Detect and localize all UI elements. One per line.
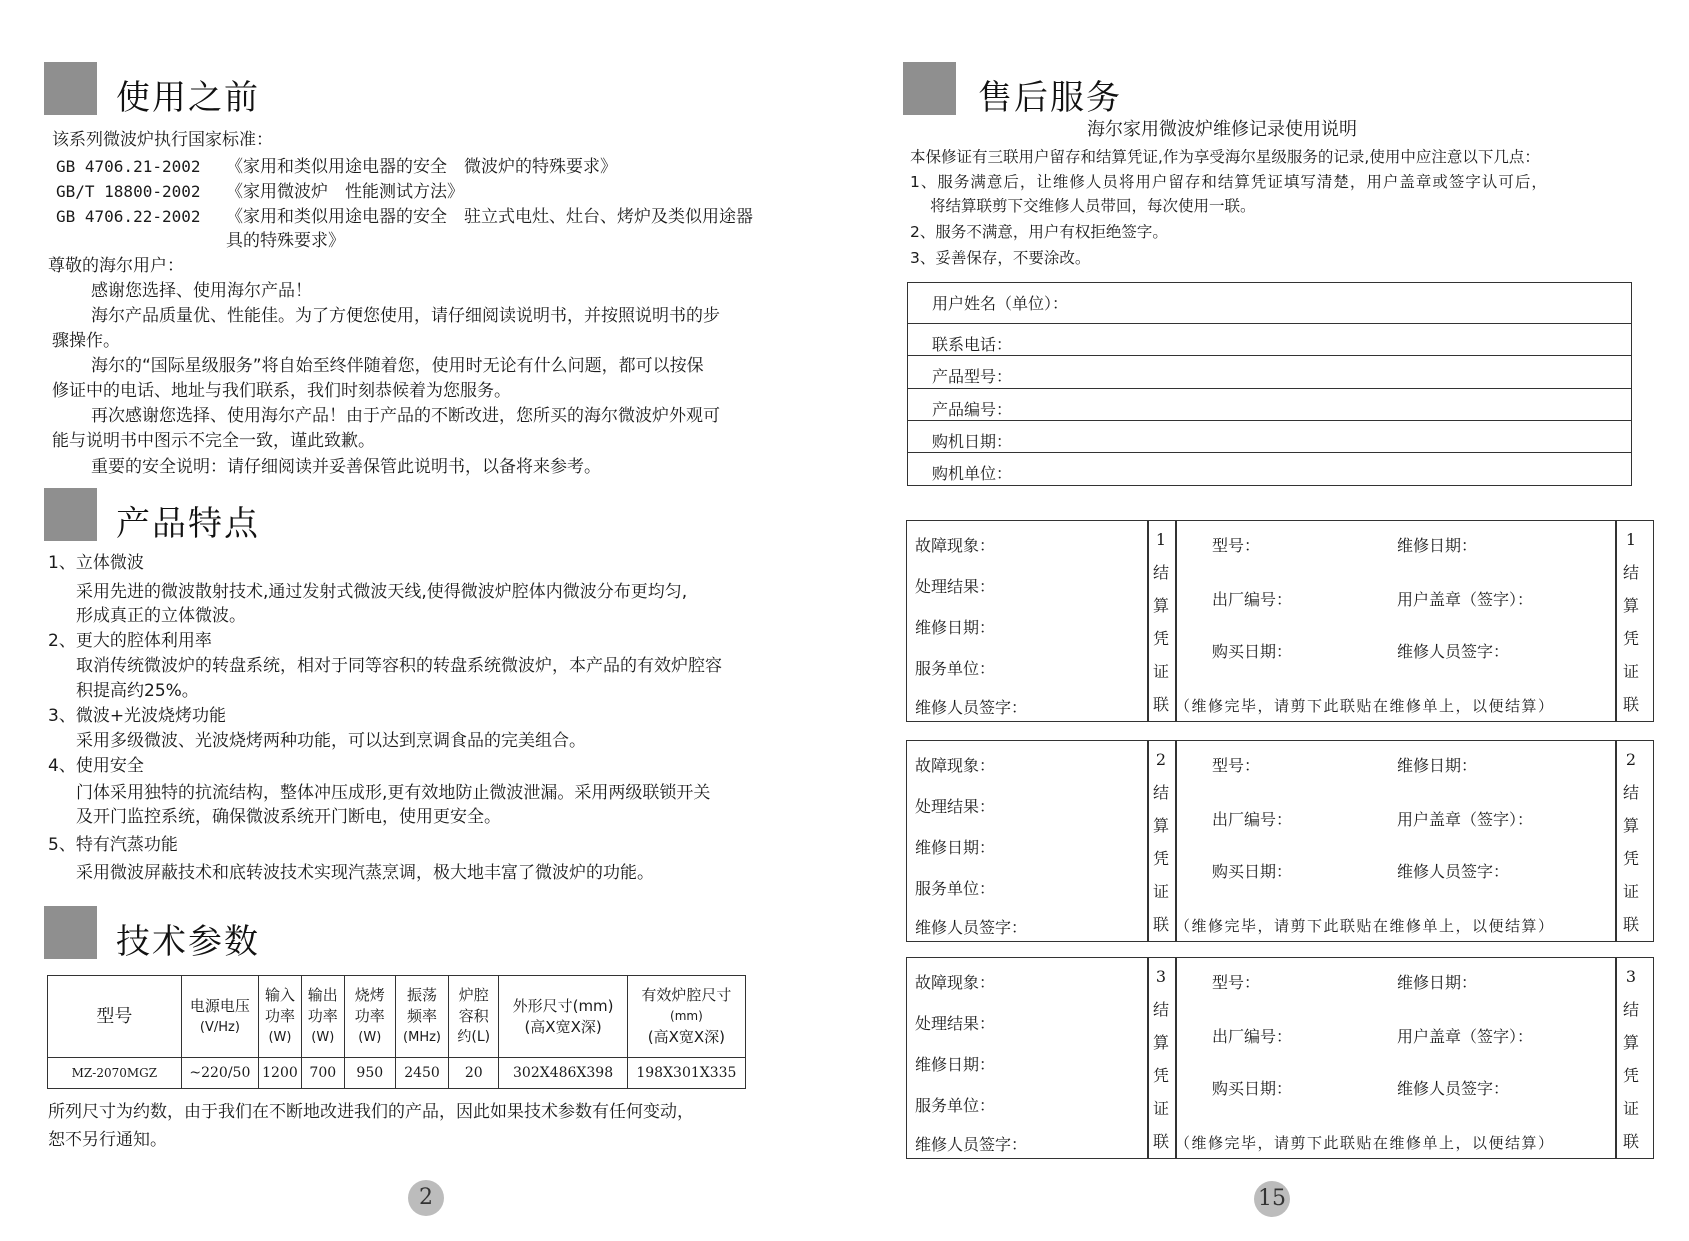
card-number: 2: [1625, 750, 1637, 769]
cell-output: 700: [301, 1058, 344, 1089]
cell-grill: 950: [344, 1058, 395, 1089]
result-label: 处理结果：: [915, 797, 996, 816]
stub-label-column: [1148, 523, 1174, 721]
cell-voltage: ~220/50: [181, 1058, 258, 1089]
greeting: 尊敬的海尔用户：: [48, 256, 184, 276]
form-field-user-name[interactable]: [908, 283, 1631, 324]
section-marker: [903, 62, 956, 115]
user-seal-label: 用户盖章（签字）：: [1397, 1027, 1534, 1046]
stub-char: 联: [1152, 915, 1169, 934]
paragraph: 感谢您选择、使用海尔产品！: [91, 281, 312, 301]
stub-label-column: [1148, 743, 1174, 941]
feature-text: 采用先进的微波散射技术,通过发射式微波天线,使得微波炉腔体内微波分布更均匀,: [76, 582, 688, 602]
stub-char: 联: [1152, 1132, 1169, 1151]
header-line: 容积: [458, 1007, 489, 1025]
divider: [1615, 741, 1617, 941]
standard-code: GB 4706.22-2002: [56, 207, 201, 226]
tech-sign-label: 维修人员签字：: [1397, 862, 1510, 881]
model-label: 型号：: [1212, 536, 1261, 555]
divider: [1615, 521, 1617, 721]
repair-date-label: 维修日期：: [1397, 536, 1478, 555]
feature-text: 积提高约25%。: [76, 681, 199, 701]
paragraph: 能与说明书中图示不完全一致，谨此致歉。: [52, 431, 375, 451]
service-point: 2、服务不满意，用户有权拒绝签字。: [910, 223, 1168, 241]
cell-model: MZ-2070MGZ: [48, 1058, 182, 1089]
customer-info-form: [907, 282, 1632, 486]
service-intro: 本保修证有三联用户留存和结算凭证,作为享受海尔星级服务的记录,使用中应注意以下几点：: [910, 148, 1540, 166]
serial-label: 出厂编号：: [1212, 590, 1293, 609]
stub-char: 结: [1622, 1000, 1639, 1019]
purchase-date-label: 购买日期：: [1212, 642, 1293, 661]
repair-date-label: 维修日期：: [915, 618, 996, 637]
standard-code: GB 4706.21-2002: [56, 157, 201, 176]
stub-char: 证: [1152, 1099, 1169, 1118]
header-unit: (W): [358, 1030, 382, 1045]
stub-char: 算: [1152, 1033, 1169, 1052]
cell-outer-size: 302X486X398: [499, 1058, 628, 1089]
stub-char: 凭: [1622, 849, 1639, 868]
repair-card: [906, 957, 1654, 1159]
stub-char: 凭: [1152, 1066, 1169, 1085]
stub-char: 结: [1152, 563, 1169, 582]
header-line: 功率: [264, 1007, 295, 1025]
stub-char: 凭: [1152, 849, 1169, 868]
repair-date-label: 维修日期：: [915, 1055, 996, 1074]
service-point: 3、妥善保存，不要涂改。: [910, 249, 1091, 267]
stub-char: 联: [1152, 695, 1169, 714]
standards-intro: 该系列微波炉执行国家标准：: [52, 130, 273, 150]
stub-label-column: [1618, 523, 1644, 721]
stub-char: 联: [1622, 1132, 1639, 1151]
form-field-purchase-date[interactable]: [908, 421, 1631, 453]
stub-char: 结: [1622, 563, 1639, 582]
paragraph: 重要的安全说明：请仔细阅读并妥善保管此说明书，以备将来参考。: [91, 457, 601, 477]
page-number-left: 2: [408, 1180, 444, 1216]
stub-char: 结: [1152, 783, 1169, 802]
stub-char: 算: [1152, 596, 1169, 615]
section-title-features: 产品特点: [116, 504, 260, 544]
tech-sign-label: 维修人员签字：: [1397, 642, 1510, 661]
stub-char: 证: [1622, 1099, 1639, 1118]
standard-code: GB/T 18800-2002: [56, 182, 201, 201]
form-field-purchase-place[interactable]: [908, 453, 1631, 484]
paragraph: 修证中的电话、地址与我们联系，我们时刻恭候着为您服务。: [52, 381, 511, 401]
stub-char: 凭: [1622, 1066, 1639, 1085]
purchase-date-label: 购买日期：: [1212, 1079, 1293, 1098]
header-unit: 约(L): [457, 1029, 491, 1045]
cell-cavity-size: 198X301X335: [627, 1058, 745, 1089]
section-marker: [44, 906, 97, 959]
cell-volume: 20: [449, 1058, 499, 1089]
form-field-serial[interactable]: [908, 389, 1631, 421]
header-line: 频率: [407, 1007, 438, 1025]
header-voltage-unit: (V/Hz): [199, 1019, 240, 1035]
divider: [1175, 958, 1177, 1158]
section-marker: [44, 488, 97, 541]
repair-date-label: 维修日期：: [1397, 973, 1478, 992]
header-line: 功率: [307, 1007, 338, 1025]
header-outer-size: [499, 976, 628, 1058]
divider: [1615, 958, 1617, 1158]
stub-label-column: [1148, 960, 1174, 1158]
feature-heading: 1、立体微波: [48, 553, 144, 573]
purchase-date-label: 购买日期：: [1212, 862, 1293, 881]
feature-heading: 2、更大的腔体利用率: [48, 631, 212, 651]
header-volume: [449, 976, 499, 1058]
header-line: 外形尺寸(mm): [512, 996, 614, 1015]
serial-label: 出厂编号：: [1212, 810, 1293, 829]
stub-char: 算: [1622, 1033, 1639, 1052]
service-unit-label: 服务单位：: [915, 659, 996, 678]
field-label: 联系电话：: [932, 335, 1013, 354]
section-title-before-use: 使用之前: [116, 78, 260, 118]
header-unit: (MHz): [403, 1030, 442, 1045]
header-line: 功率: [354, 1007, 385, 1025]
card-number: 1: [1625, 530, 1637, 549]
standard-row: [56, 154, 617, 180]
repair-card: [906, 520, 1654, 722]
stub-char: 证: [1152, 662, 1169, 681]
tech-sign-label: 维修人员签字：: [915, 698, 1028, 717]
header-grill: [344, 976, 395, 1058]
fault-label: 故障现象：: [915, 536, 996, 555]
feature-text: 取消传统微波炉的转盘系统，相对于同等容积的转盘系统微波炉，本产品的有效炉腔容: [76, 656, 722, 676]
form-field-phone[interactable]: [908, 324, 1631, 356]
header-cavity-size: [627, 976, 745, 1058]
header-output: [301, 976, 344, 1058]
stub-char: 凭: [1622, 629, 1639, 648]
stub-char: 算: [1622, 816, 1639, 835]
header-line: 输入: [264, 986, 295, 1004]
result-label: 处理结果：: [915, 577, 996, 596]
spec-note: 恕不另行通知。: [48, 1130, 167, 1150]
header-line: 炉腔: [458, 986, 489, 1004]
field-label: 购机日期：: [932, 432, 1013, 451]
feature-text: 门体采用独特的抗流结构，整体冲压成形,更有效地防止微波泄漏。采用两级联锁开关: [76, 783, 711, 803]
header-voltage-line: 电源电压: [189, 996, 250, 1015]
standard-name: 《家用和类似用途电器的安全 驻立式电灶、灶台、烤炉及类似用途器: [226, 207, 753, 227]
field-label: 产品编号：: [932, 400, 1013, 419]
user-seal-label: 用户盖章（签字）：: [1397, 810, 1534, 829]
feature-text: 形成真正的立体微波。: [76, 606, 246, 626]
header-line: 有效炉腔尺寸: [641, 986, 732, 1004]
header-line: (高X宽X深): [524, 1017, 602, 1036]
stub-char: 联: [1622, 695, 1639, 714]
card-number: 1: [1155, 530, 1167, 549]
header-voltage: [181, 976, 258, 1058]
paragraph: 再次感谢您选择、使用海尔产品！由于产品的不断改进，您所买的海尔微波炉外观可: [91, 406, 720, 426]
stub-char: 算: [1622, 596, 1639, 615]
repair-date-label: 维修日期：: [1397, 756, 1478, 775]
standard-row: [56, 179, 464, 205]
tech-sign-label: 维修人员签字：: [1397, 1079, 1510, 1098]
serial-label: 出厂编号：: [1212, 1027, 1293, 1046]
stub-char: 证: [1622, 662, 1639, 681]
service-unit-label: 服务单位：: [915, 1096, 996, 1115]
header-model: 型号: [48, 976, 182, 1058]
stub-char: 证: [1622, 882, 1639, 901]
feature-heading: 3、微波+光波烧烤功能: [48, 706, 227, 726]
model-label: 型号：: [1212, 756, 1261, 775]
header-line: 烧烤: [354, 986, 385, 1004]
feature-text: 采用多级微波、光波烧烤两种功能，可以达到烹调食品的完美组合。: [76, 731, 586, 751]
fault-label: 故障现象：: [915, 756, 996, 775]
header-unit: (W): [268, 1030, 292, 1045]
cut-instruction: （维修完毕，请剪下此联贴在维修单上，以便结算）: [1175, 1134, 1555, 1152]
standard-name: 《家用和类似用途电器的安全 微波炉的特殊要求》: [226, 157, 617, 177]
paragraph: 海尔的“国际星级服务”将自始至终伴随着您，使用时无论有什么问题，都可以按保: [91, 356, 704, 376]
divider: [1175, 741, 1177, 941]
page-number-right: 15: [1254, 1181, 1290, 1217]
repair-date-label: 维修日期：: [915, 838, 996, 857]
paragraph: 海尔产品质量优、性能佳。为了方便您使用，请仔细阅读说明书，并按照说明书的步: [91, 306, 720, 326]
standard-name-continued: 具的特殊要求》: [226, 231, 345, 251]
stub-char: 结: [1622, 783, 1639, 802]
cut-instruction: （维修完毕，请剪下此联贴在维修单上，以便结算）: [1175, 697, 1555, 715]
section-marker: [44, 62, 97, 115]
stub-label-column: [1618, 960, 1644, 1158]
user-seal-label: 用户盖章（签字）：: [1397, 590, 1534, 609]
section-title-specs: 技术参数: [116, 922, 260, 962]
standard-row: [56, 204, 753, 230]
stub-char: 联: [1622, 915, 1639, 934]
cell-input: 1200: [259, 1058, 302, 1089]
header-line: 输出: [307, 986, 338, 1004]
result-label: 处理结果：: [915, 1014, 996, 1033]
service-point: 将结算联剪下交维修人员带回，每次使用一联。: [930, 197, 1256, 215]
header-frequency: [395, 976, 448, 1058]
form-field-model[interactable]: [908, 356, 1631, 389]
field-label: 产品型号：: [932, 367, 1013, 386]
field-label: 用户姓名（单位）：: [932, 294, 1069, 313]
fault-label: 故障现象：: [915, 973, 996, 992]
paragraph: 骤操作。: [52, 331, 120, 351]
stub-char: 算: [1152, 816, 1169, 835]
divider: [1175, 521, 1177, 721]
spec-note: 所列尺寸为约数，由于我们在不断地改进我们的产品，因此如果技术参数有任何变动，: [48, 1102, 694, 1122]
stub-label-column: [1618, 743, 1644, 941]
repair-card: [906, 740, 1654, 942]
model-label: 型号：: [1212, 973, 1261, 992]
field-label: 购机单位：: [932, 464, 1013, 483]
feature-heading: 5、特有汽蒸功能: [48, 835, 178, 855]
feature-heading: 4、使用安全: [48, 756, 144, 776]
section-title-service: 售后服务: [978, 78, 1122, 118]
tech-sign-label: 维修人员签字：: [915, 1135, 1028, 1154]
cell-frequency: 2450: [395, 1058, 448, 1089]
service-point: 1、服务满意后，让维修人员将用户留存和结算凭证填写清楚，用户盖章或签字认可后，: [910, 173, 1548, 191]
service-unit-label: 服务单位：: [915, 879, 996, 898]
stub-char: 证: [1152, 882, 1169, 901]
spec-table: [47, 975, 746, 1089]
stub-char: 结: [1152, 1000, 1169, 1019]
feature-text: 采用微波屏蔽技术和底转波技术实现汽蒸烹调，极大地丰富了微波炉的功能。: [76, 863, 654, 883]
header-unit: (mm): [670, 1009, 703, 1023]
card-number: 3: [1625, 967, 1637, 986]
feature-text: 及开门监控系统，确保微波系统开门断电，使用更安全。: [76, 807, 501, 827]
tech-sign-label: 维修人员签字：: [915, 918, 1028, 937]
card-number: 2: [1155, 750, 1167, 769]
header-line: (高X宽X深): [647, 1028, 726, 1046]
cut-instruction: （维修完毕，请剪下此联贴在维修单上，以便结算）: [1175, 917, 1555, 935]
header-unit: (W): [311, 1030, 335, 1045]
standard-name: 《家用微波炉 性能测试方法》: [226, 182, 464, 202]
header-line: 振荡: [407, 986, 438, 1004]
service-subtitle: 海尔家用微波炉维修记录使用说明: [1087, 119, 1357, 140]
card-number: 3: [1155, 967, 1167, 986]
stub-char: 凭: [1152, 629, 1169, 648]
header-input: [259, 976, 302, 1058]
